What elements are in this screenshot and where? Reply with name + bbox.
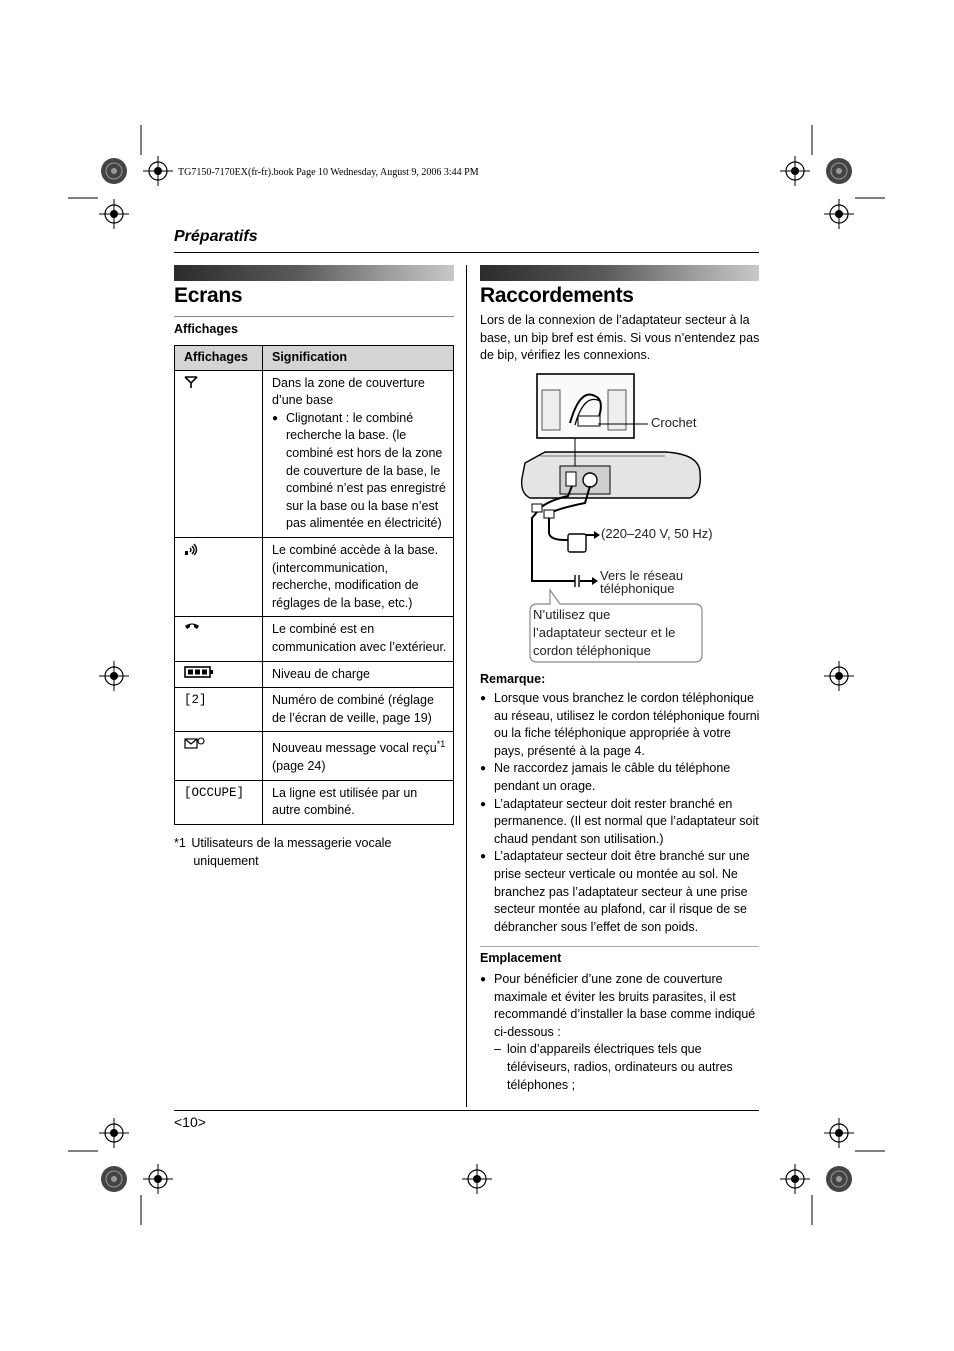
callout-line-3: cordon téléphonique — [533, 643, 651, 658]
intercom-signal-icon — [184, 542, 200, 556]
header-rule — [174, 252, 759, 253]
hook-label: Crochet — [651, 415, 697, 430]
table-cell-text: Numéro de combiné (réglage de l’écran de veille, page 19) — [263, 688, 454, 732]
table-cell-text: Nouveau message vocal reçu — [272, 741, 437, 756]
emplacement-heading: Emplacement — [480, 951, 562, 965]
table-row — [175, 537, 454, 616]
network-label-1: Vers le réseau — [600, 568, 684, 583]
table-cell-text: Dans la zone de couverture d’une base — [272, 375, 425, 408]
list-item: ● Lorsque vous branchez le cordon téléphonique au réseau, utilisez le cordon téléphonique fourni ou la fiche téléphonique appropriée à votre pays, présenté à la page 4. — [480, 690, 761, 760]
display-table — [174, 345, 454, 825]
table-header-row — [175, 346, 454, 371]
section-title-ecrans: Ecrans — [174, 284, 243, 307]
remarque-list-box — [480, 690, 761, 936]
connection-diagram — [480, 368, 760, 668]
remarque-list — [480, 690, 761, 936]
table-row — [175, 688, 454, 732]
table-row — [175, 617, 454, 661]
table-cell-text: Le combiné est en communication avec l’extérieur. — [263, 617, 454, 661]
dash-item: – loin d’appareils électriques tels que téléviseurs, radios, ordinateurs ou autres téléphones ; — [480, 1041, 761, 1094]
callout-line-1: N’utilisez que — [533, 607, 611, 622]
table-cell-text-after: (page 24) — [272, 759, 326, 774]
intro-text: Lors de la connexion de l’adaptateur secteur à la base, un bip bref est émis. Si vous n’entendez pas de bip, vérifiez les connexions. — [480, 313, 760, 363]
table-header: Affichages — [175, 346, 263, 371]
callout-line-2: l’adaptateur secteur et le — [533, 625, 676, 640]
table-row — [175, 732, 454, 780]
table-row — [175, 661, 454, 688]
list-item: ● Pour bénéficier d’une zone de couverture maximale et éviter les bruits parasites, il est recommandé d’installer la base comme indiqué ci-dessous : — [480, 971, 761, 1041]
emplacement-rule — [480, 946, 759, 947]
footnote — [174, 835, 434, 870]
remarque-heading: Remarque: — [480, 672, 546, 686]
emplacement-box — [480, 971, 761, 1094]
battery-icon — [184, 666, 214, 678]
subhead-affichages: Affichages — [174, 322, 238, 336]
table-cell-text: La ligne est utilisée par un autre combiné. — [263, 780, 454, 824]
section-title-raccordements: Raccordements — [480, 284, 634, 307]
footer-rule — [174, 1110, 759, 1111]
list-item: ● Ne raccordez jamais le câble du téléphone pendant un orage. — [480, 760, 761, 795]
table-cell-text: Niveau de charge — [263, 661, 454, 688]
section-bar-right — [480, 265, 759, 281]
table-cell-bullet: ● Clignotant : le combiné recherche la base. (le combiné est hors de la zone de couverture de la base, le combiné n’est pas enregistré sur la base ou la base n’est pas alimentée en électricité) — [272, 410, 447, 533]
section-bar-left — [174, 265, 454, 281]
title-rule-left — [174, 316, 454, 317]
page-number: <10> — [174, 1114, 206, 1130]
table-header: Signification — [263, 346, 454, 371]
table-cell-text: Le combiné accède à la base. (intercommunication, recherche, modification de réglages de la base, etc.) — [263, 537, 454, 616]
running-head: Préparatifs — [174, 228, 258, 245]
footnote-text: Utilisateurs de la messagerie vocale uniquement — [191, 836, 392, 868]
table-row — [175, 780, 454, 824]
table-row — [175, 370, 454, 537]
network-label-2: téléphonique — [600, 581, 675, 596]
footnote-ref: *1 — [436, 739, 446, 750]
print-info-line: TG7150-7170EX(fr-fr).book Page 10 Wednesday, August 9, 2006 3:44 PM — [178, 167, 479, 178]
antenna-icon — [184, 375, 198, 389]
list-item: ● L’adaptateur secteur doit rester branché en permanence. (Il est normal que l’adaptateur soit chaud pendant son utilisation.) — [480, 796, 761, 849]
footnote-mark: *1 — [174, 836, 186, 850]
list-item: ● L’adaptateur secteur doit être branché sur une prise secteur verticale ou montée au sol. Ne branchez pas l’adaptateur secteur à une prise secteur montée au plafond, car il risque de se débrancher sous l’effet de son poids. — [480, 848, 761, 936]
power-label: (220–240 V, 50 Hz) — [601, 526, 713, 541]
column-divider — [466, 265, 467, 1107]
handset-icon — [184, 621, 200, 633]
voice-message-icon — [184, 736, 206, 750]
occupe-display: [OCCUPE] — [175, 780, 263, 824]
handset-number-display: [2] — [175, 688, 263, 732]
